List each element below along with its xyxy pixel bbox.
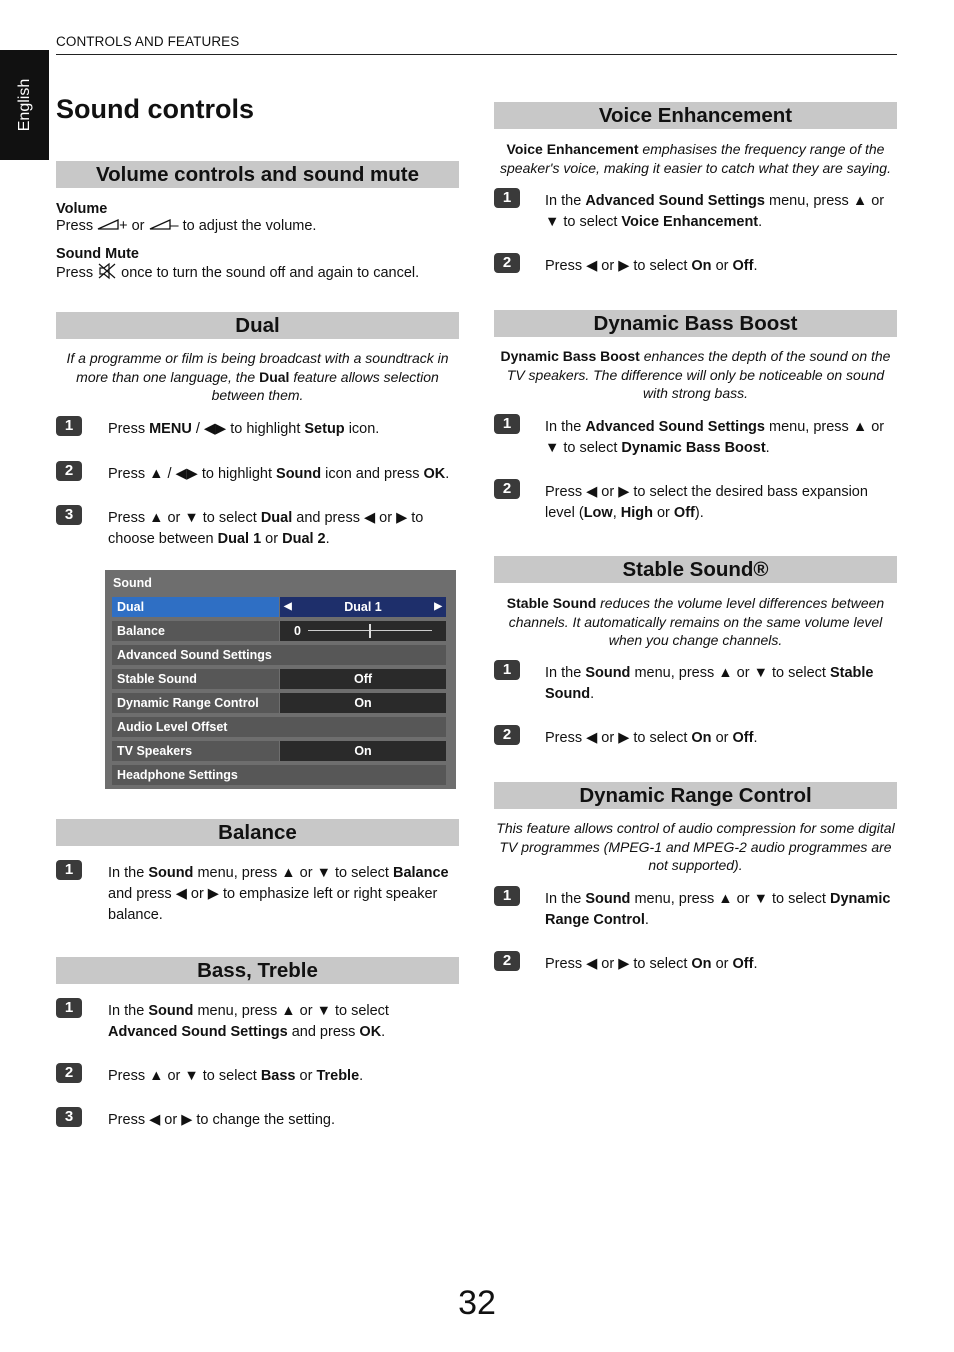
menu-row-value: 0 [280,621,446,641]
step-number: 1 [494,188,520,208]
stable-step-1: In the Sound menu, press ▲ or ▼ to select Stable Sound. [545,665,874,702]
voice-step-2: Press ◀ or ▶ to select On or Off. [545,258,758,274]
language-label: English [15,78,33,132]
section-heading-balance: Balance [56,819,459,846]
step-number: 2 [494,725,520,745]
step-number: 1 [56,416,82,436]
menu-row-label: Dual [112,597,279,617]
dual-step-2: Press ▲ / ◀▶ to highlight Sound icon and press OK. [108,466,450,482]
menu-row-label: Dynamic Range Control [112,693,279,713]
menu-row-dynamic-range-control[interactable] [112,693,446,713]
section-heading-voice-enhancement: Voice Enhancement [494,102,897,129]
volume-down-icon [149,218,171,234]
menu-row-label: Stable Sound [112,669,279,689]
drc-step-1: In the Sound menu, press ▲ or ▼ to select Dynamic Range Control. [545,891,891,928]
voice-intro: Voice Enhancement emphasises the frequency range of the speaker's voice, making it easier to catch what they are saying. [500,141,891,176]
menu-row-value: On [280,741,446,761]
menu-row-label: Audio Level Offset [112,717,446,737]
step-number: 2 [494,951,520,971]
volume-up-icon [97,218,119,234]
voice-step-1: In the Advanced Sound Settings menu, press ▲ or ▼ to select Voice Enhancement. [545,193,885,230]
menu-row-label: Advanced Sound Settings [112,645,446,665]
menu-row-dual[interactable] [112,597,446,617]
volume-text: Press + or – to adjust the volume. [56,218,317,234]
menu-row-label: Headphone Settings [112,765,446,785]
menu-row-stable-sound[interactable] [112,669,446,689]
menu-row-tv-speakers[interactable] [112,741,446,761]
language-tab [0,50,49,160]
bassboost-intro: Dynamic Bass Boost enhances the depth of the sound on the TV speakers. The difference will only be noticeable on sound with strong bass. [500,348,891,401]
step-number: 2 [494,253,520,273]
step-number: 3 [56,1107,82,1127]
drc-intro: This feature allows control of audio compression for some digital TV programmes (MPEG-1 and MPEG-2 audio programmes are not supported). [496,820,895,873]
step-number: 2 [56,461,82,481]
volume-label: Volume [56,201,108,217]
section-heading-dynamic-range-control: Dynamic Range Control [494,782,897,809]
step-number: 1 [494,414,520,434]
arrow-right-icon: ▶ [434,601,442,612]
bass-step-2: Press ▲ or ▼ to select Bass or Treble. [108,1068,364,1084]
bassboost-step-1: In the Advanced Sound Settings menu, press ▲ or ▼ to select Dynamic Bass Boost. [545,419,885,456]
menu-row-value: ◀ Dual 1 ▶ [280,597,446,617]
step-number: 2 [494,479,520,499]
section-heading-bass-treble: Bass, Treble [56,957,459,984]
arrow-left-icon: ◀ [284,601,292,612]
step-number: 1 [56,998,82,1018]
stable-intro: Stable Sound reduces the volume level differences between channels. It automatically remains on the same volume level when you change channels. [506,595,885,648]
menu-row-headphone-settings[interactable] [112,765,446,785]
mute-icon [97,265,117,281]
bass-step-3: Press ◀ or ▶ to change the setting. [108,1112,336,1128]
menu-row-value: On [280,693,446,713]
menu-row-label: Balance [112,621,279,641]
balance-slider-handle [369,624,371,638]
mute-text: Press once to turn the sound off and again to cancel. [56,265,420,281]
menu-row-audio-level-offset[interactable] [112,717,446,737]
page-number: 32 [458,1284,496,1322]
sound-menu-screenshot [105,570,456,789]
menu-row-label: TV Speakers [112,741,279,761]
stable-step-2: Press ◀ or ▶ to select On or Off. [545,730,758,746]
mute-label: Sound Mute [56,246,139,262]
step-number: 1 [56,860,82,880]
balance-step-1: In the Sound menu, press ▲ or ▼ to select Balance and press ◀ or ▶ to emphasize left or right speaker balance. [108,865,449,923]
dual-intro: If a programme or film is being broadcast with a soundtrack in more than one language, the Dual feature allows selection between them. [66,350,449,403]
menu-row-balance[interactable] [112,621,446,641]
drc-step-2: Press ◀ or ▶ to select On or Off. [545,956,758,972]
header-divider [56,54,897,55]
bassboost-step-2: Press ◀ or ▶ to select the desired bass expansion level (Low, High or Off). [545,484,868,521]
step-number: 1 [494,886,520,906]
step-number: 3 [56,505,82,525]
section-heading-dual: Dual [56,312,459,339]
section-heading-volume: Volume controls and sound mute [56,161,459,188]
dual-step-3: Press ▲ or ▼ to select Dual and press ◀ or ▶ to choose between Dual 1 or Dual 2. [108,510,424,547]
dual-step-1: Press MENU / ◀▶ to highlight Setup icon. [108,421,380,437]
step-number: 2 [56,1063,82,1083]
section-heading-dynamic-bass-boost: Dynamic Bass Boost [494,310,897,337]
section-heading-stable-sound: Stable Sound® [494,556,897,583]
page-title: Sound controls [56,94,254,124]
menu-title: Sound [113,576,152,590]
menu-row-advanced-sound-settings[interactable] [112,645,446,665]
step-number: 1 [494,660,520,680]
chapter-header: CONTROLS AND FEATURES [56,34,240,49]
menu-row-value: Off [280,669,446,689]
bass-step-1: In the Sound menu, press ▲ or ▼ to select Advanced Sound Settings and press OK. [108,1003,389,1040]
